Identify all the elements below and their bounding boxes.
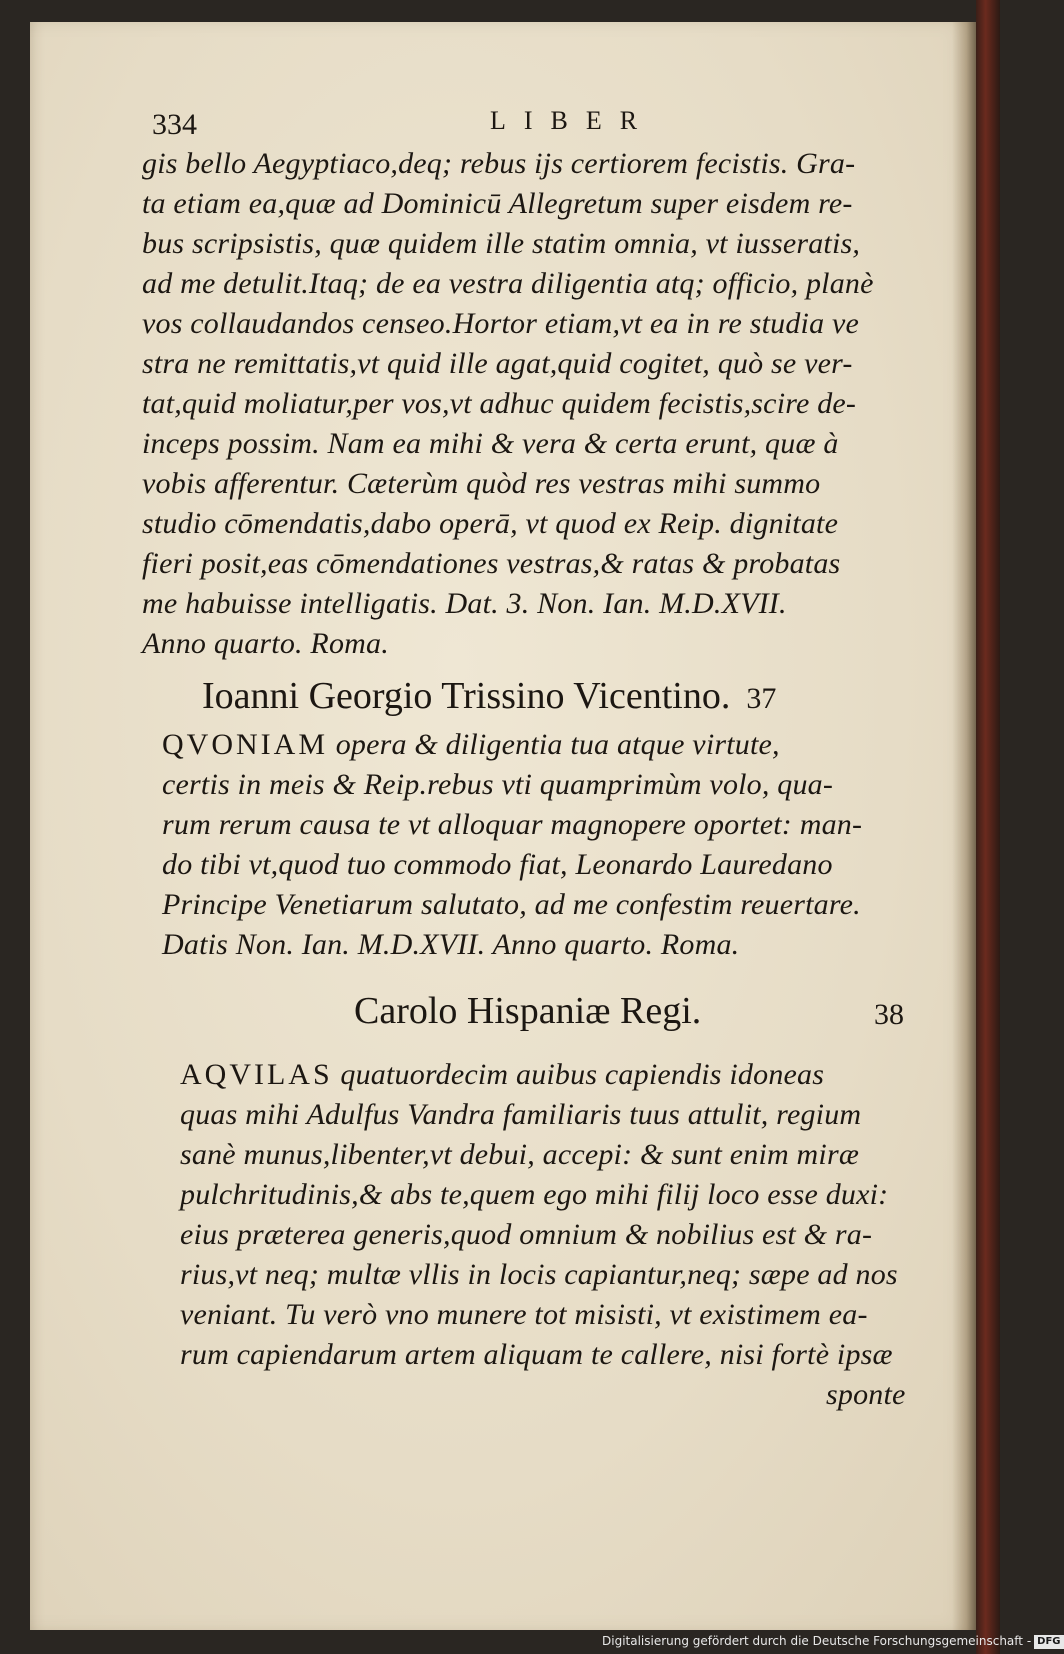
text-line: studio cōmendatis,dabo operā, vt quod ex Reip. dignitate <box>142 507 839 540</box>
text-line: vobis afferentur. Cæterùm quòd res vestras mihi summo <box>142 467 821 500</box>
running-head: LIBER <box>490 106 656 135</box>
catchword: sponte <box>826 1378 906 1411</box>
incipit-caps: AQVILAS <box>180 1058 333 1091</box>
text-line: bus scripsistis, quæ quidem ille statim omnia, vt iusseratis, <box>142 227 861 260</box>
text-line: Principe Venetiarum salutato, ad me confestim reuertare. <box>162 888 861 921</box>
incipit-caps: QVONIAM <box>162 728 328 761</box>
text-line: rum capiendarum artem aliquam te callere, nisi fortè ipsæ <box>180 1338 893 1371</box>
letter-addressee: Carolo Hispaniæ Regi. <box>354 990 702 1032</box>
text-line: me habuisse intelligatis. Dat. 3. Non. Ian. M.D.XVII. <box>142 587 787 620</box>
text-line: Datis Non. Ian. M.D.XVII. Anno quarto. Roma. <box>162 928 740 961</box>
text-line: rum rerum causa te vt alloquar magnopere oportet: man- <box>162 808 863 841</box>
text-line: gis bello Aegyptiaco,deq; rebus ijs certiorem fecistis. Gra- <box>142 147 856 180</box>
letter-addressee: Ioanni Georgio Trissino Vicentino. <box>202 675 731 717</box>
dfg-logo: DFG <box>1034 1635 1063 1649</box>
digitization-credit <box>602 1630 1064 1652</box>
text-line: quas mihi Adulfus Vandra familiaris tuus attulit, regium <box>180 1098 862 1131</box>
text-line: certis in meis & Reip.rebus vti quamprimùm volo, qua- <box>162 768 834 801</box>
text-line: inceps possim. Nam ea mihi & vera & certa erunt, quæ à <box>142 427 839 460</box>
binding-edge <box>976 0 1000 1654</box>
text-line: tat,quid moliatur,per vos,vt adhuc quidem fecistis,scire de- <box>142 387 857 420</box>
text-line: Anno quarto. Roma. <box>142 627 389 660</box>
text-line <box>162 725 932 765</box>
letter-number: 37 <box>746 682 777 715</box>
text-line: ta etiam ea,quæ ad Dominicū Allegretum super eisdem re- <box>142 187 853 220</box>
letter-38-heading <box>142 985 932 1037</box>
text-line: stra ne remittatis,vt quid ille agat,quid cogitet, quò se ver- <box>142 347 853 380</box>
text-line: vos collaudandos censeo.Hortor etiam,vt ea in re studia ve <box>142 307 860 340</box>
letter-37-heading <box>142 670 932 725</box>
letter-38-body <box>142 1055 932 1415</box>
text-line: veniant. Tu verò vno munere tot misisti, vt existimem ea- <box>180 1298 868 1331</box>
page-text-block <box>142 70 932 1415</box>
text-line-rest: opera & diligentia tua atque virtute, <box>328 728 780 761</box>
credit-text: Digitalisierung gefördert durch die Deutsche Forschungsgemeinschaft - <box>602 1634 1032 1648</box>
text-line: rius,vt neq; multæ vllis in locis capiantur,neq; sæpe ad nos <box>180 1258 898 1291</box>
text-line: pulchritudinis,& abs te,quem ego mihi filij loco esse duxi: <box>180 1178 889 1211</box>
letter-37-body <box>142 725 932 965</box>
page-gutter-shadow <box>952 22 976 1630</box>
text-line: do tibi vt,quod tuo commodo fiat, Leonardo Lauredano <box>162 848 833 881</box>
text-line: sanè munus,libenter,vt debui, accepi: & sunt enim miræ <box>180 1138 860 1171</box>
text-line: fieri posit,eas cōmendationes vestras,& ratas & probatas <box>142 547 841 580</box>
text-line-rest: quatuordecim auibus capiendis idoneas <box>332 1058 825 1091</box>
letter-number: 38 <box>874 998 904 1031</box>
letter-36-continuation <box>142 144 932 664</box>
page-number: 334 <box>152 108 197 141</box>
text-line <box>180 1055 932 1095</box>
page-header <box>142 70 932 141</box>
text-line: eius præterea generis,quod omnium & nobilius est & ra- <box>180 1218 873 1251</box>
text-line: ad me detulit.Itaq; de ea vestra diligentia atq; officio, planè <box>142 267 874 300</box>
